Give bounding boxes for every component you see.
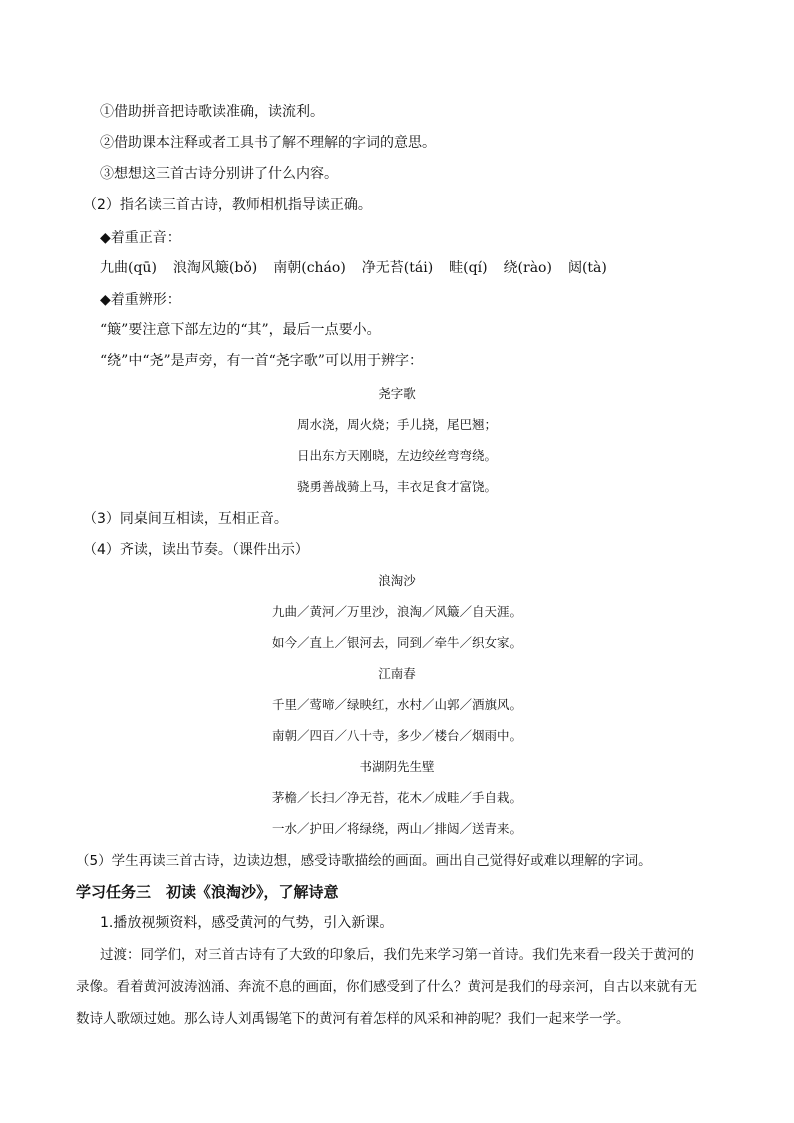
pronunciation-item: 闼(tà) [567, 260, 607, 276]
poem-line: 千里／莺啼／绿映红，水村／山郭／酒旗风。 [271, 697, 522, 712]
pronunciation-item: 净无苔(tái) [361, 260, 434, 276]
intro-step-3: ③想想这三首古诗分别讲了什么内容。 [100, 166, 338, 182]
poem-line: 九曲／黄河／万里沙，浪淘／风簸／自天涯。 [271, 604, 522, 619]
yao-song-line: 日出东方天刚晓，左边绞丝弯弯绕。 [296, 448, 497, 463]
shape-note-1: “簸”要注意下部左边的“其”，最后一点要小。 [100, 322, 381, 338]
poem-title: 江南春 [378, 666, 416, 681]
pronunciation-item: 绕(rào) [503, 260, 552, 276]
poem-line: 一水／护田／将绿绕，两山／排闼／送青来。 [271, 821, 522, 836]
intro-step-2: ②借助课本注释或者工具书了解不理解的字词的意思。 [100, 135, 436, 151]
poem-line: 如今／直上／银河去，同到／牵牛／织女家。 [271, 635, 522, 650]
shape-heading: ◆着重辨形： [100, 292, 181, 308]
step-5: （5）学生再读三首古诗，边读边想，感受诗歌描绘的画面。画出自己觉得好或难以理解的字词。 [76, 853, 652, 869]
poem-line: 南朝／四百／八十寺，多少／楼台／烟雨中。 [271, 728, 522, 743]
poem-line: 茅檐／长扫／净无苔，花木／成畦／手自栽。 [271, 790, 522, 805]
step-2: （2）指名读三首古诗，教师相机指导读正确。 [83, 197, 372, 213]
pronunciation-list [100, 258, 607, 278]
step-4: （4）齐读，读出节奏。（课件出示） [83, 542, 309, 558]
shape-note-2: “绕”中“尧”是声旁，有一首“尧字歌”可以用于辨字： [100, 353, 423, 369]
pronunciation-item: 南朝(cháo) [273, 260, 346, 276]
task-3-heading: 学习任务三 初读《浪淘沙》，了解诗意 [76, 883, 339, 901]
pronunciation-item: 畦(qí) [449, 260, 488, 276]
transition-line: 录像。看着黄河波涛汹涌、奔流不息的画面，你们感受到了什么？黄河是我们的母亲河，自古以来就有无 [76, 979, 697, 995]
step-3: （3）同桌间互相读，互相正音。 [83, 511, 288, 527]
transition-line: 数诗人歌颂过她。那么诗人刘禹锡笔下的黄河有着怎样的风采和神韵呢？我们一起来学一学。 [76, 1011, 630, 1027]
yao-song-line: 周水浇，周火烧；手儿挠，尾巴翘； [296, 417, 497, 432]
poem-title: 书湖阴先生壁 [359, 759, 435, 774]
pronunciation-item: 浪淘风簸(bǒ) [172, 260, 258, 276]
pronunciation-heading: ◆着重正音： [100, 230, 181, 246]
poem-title: 浪淘沙 [378, 573, 416, 588]
task-3-item-1: 1.播放视频资料，感受黄河的气势，引入新课。 [100, 915, 394, 931]
yao-song-title: 尧字歌 [378, 386, 416, 401]
intro-step-1: ①借助拼音把诗歌读准确，读流利。 [100, 104, 324, 120]
yao-song-line: 骁勇善战骑上马，丰衣足食才富饶。 [296, 479, 497, 494]
pronunciation-item: 九曲(qū) [100, 260, 157, 276]
transition-line: 过渡：同学们，对三首古诗有了大致的印象后，我们先来学习第一首诗。我们先来看一段关于黄河的 [100, 947, 694, 963]
